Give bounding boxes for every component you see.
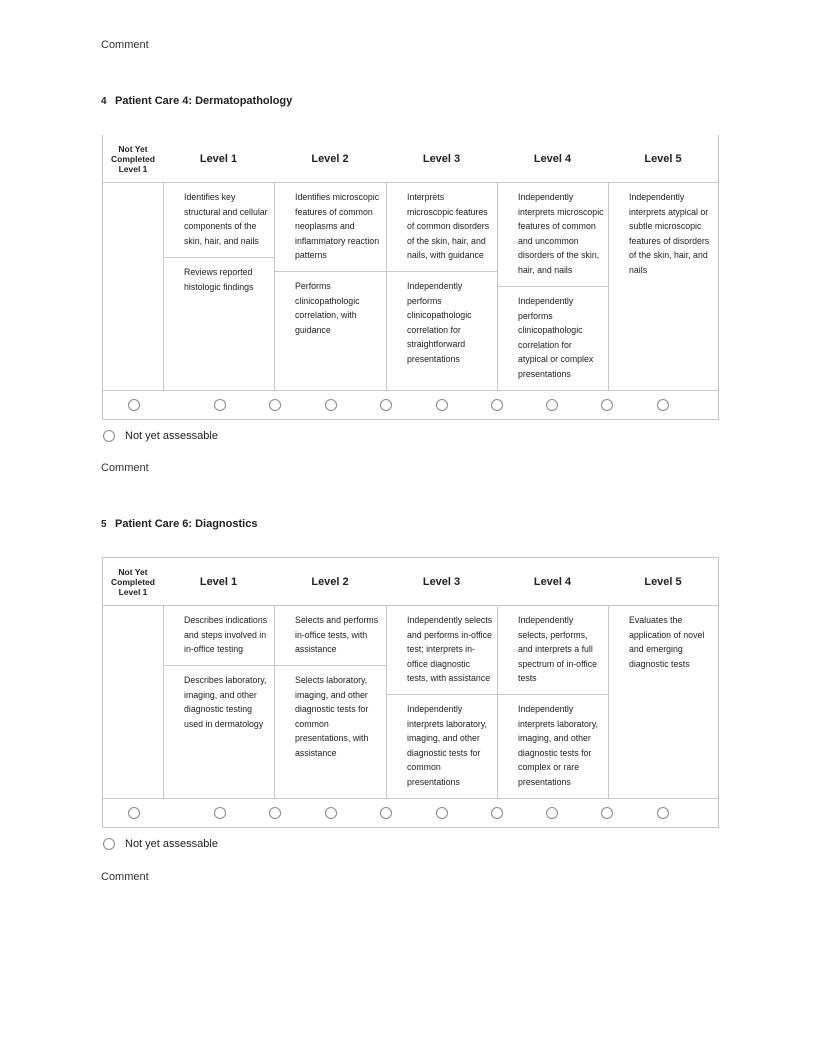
milestone-text: Independently interprets microscopic features of common and uncommon disorders of the skin, hair, and nails	[498, 183, 608, 287]
section-number: 5	[101, 519, 107, 530]
level-4-column	[497, 606, 608, 799]
rating-radio[interactable]	[601, 807, 613, 819]
comment-label: Comment	[101, 871, 149, 883]
header-level-1: Level 1	[163, 135, 274, 183]
rating-radio[interactable]	[657, 399, 669, 411]
section-title-text: Patient Care 4: Dermatopathology	[115, 95, 293, 107]
level-4-column	[497, 183, 608, 390]
milestone-text: Evaluates the application of novel and emerging diagnostic tests	[629, 615, 705, 669]
level-2-column	[274, 606, 386, 799]
rating-radio[interactable]	[546, 807, 558, 819]
level-3-column	[386, 183, 497, 390]
milestone-text: Independently interprets atypical or subtle microscopic features of disorders of the skin, hair, and nails	[629, 192, 710, 275]
rating-radio[interactable]	[436, 807, 448, 819]
rating-radio[interactable]	[269, 399, 281, 411]
rating-radio[interactable]	[491, 399, 503, 411]
header-level-5: Level 5	[608, 558, 718, 606]
header-not-yet-completed: Not Yet Completed Level 1	[103, 135, 163, 183]
rating-radio[interactable]	[214, 399, 226, 411]
rating-radio[interactable]	[214, 807, 226, 819]
header-level-2: Level 2	[274, 135, 386, 183]
comment-label: Comment	[101, 39, 149, 51]
milestone-text: Selects laboratory, imaging, and other diagnostic tests for common presentations, with assistance	[295, 675, 369, 758]
milestone-text: Independently performs clinicopathologic correlation for straightforward presentations	[407, 281, 472, 364]
not-yet-assessable-label: Not yet assessable	[125, 838, 218, 850]
header-level-5: Level 5	[608, 135, 718, 183]
not-yet-assessable-label: Not yet assessable	[125, 430, 218, 442]
level-1-column	[163, 606, 274, 799]
header-level-4: Level 4	[497, 135, 608, 183]
header-not-yet-completed: Not Yet Completed Level 1	[103, 558, 163, 606]
rating-radio[interactable]	[601, 399, 613, 411]
header-level-4: Level 4	[497, 558, 608, 606]
comment-label: Comment	[101, 462, 149, 474]
milestone-text: Independently selects, performs, and interprets a full spectrum of in-office tests	[498, 606, 608, 695]
rating-radio[interactable]	[380, 399, 392, 411]
milestone-text: Identifies microscopic features of common neoplasms and inflammatory reaction patterns	[275, 183, 386, 272]
level-1-column	[163, 183, 274, 390]
milestone-text: Independently interprets laboratory, imaging, and other diagnostic tests for complex or rare presentations	[518, 704, 599, 787]
rating-radio[interactable]	[269, 807, 281, 819]
rating-radio-row	[102, 798, 719, 828]
section-number: 4	[101, 96, 107, 107]
not-yet-assessable-radio[interactable]	[103, 430, 115, 442]
rating-radio[interactable]	[325, 399, 337, 411]
section-title-text: Patient Care 6: Diagnostics	[115, 518, 258, 530]
rating-radio[interactable]	[380, 807, 392, 819]
rating-radio[interactable]	[546, 399, 558, 411]
header-level-1: Level 1	[163, 558, 274, 606]
header-level-2: Level 2	[274, 558, 386, 606]
milestone-grid	[102, 557, 719, 799]
milestone-grid	[102, 135, 719, 390]
rating-radio-row	[102, 390, 719, 420]
level-5-column	[608, 183, 718, 390]
section-title	[101, 518, 257, 530]
milestone-text: Identifies key structural and cellular components of the skin, hair, and nails	[164, 183, 274, 258]
level-2-column	[274, 183, 386, 390]
rating-radio[interactable]	[128, 399, 140, 411]
milestone-text: Independently interprets laboratory, imaging, and other diagnostic tests for common presentations	[407, 704, 488, 787]
milestone-text: Reviews reported histologic findings	[184, 267, 254, 292]
level-5-column	[608, 606, 718, 799]
not-yet-assessable-radio[interactable]	[103, 838, 115, 850]
rating-radio[interactable]	[491, 807, 503, 819]
header-level-3: Level 3	[386, 135, 497, 183]
level-3-column	[386, 606, 497, 799]
milestone-text: Independently performs clinicopathologic correlation for atypical or complex presentations	[518, 296, 594, 379]
rating-radio[interactable]	[325, 807, 337, 819]
rating-radio[interactable]	[657, 807, 669, 819]
milestone-text: Describes indications and steps involved in in-office testing	[164, 606, 274, 666]
milestone-text: Performs clinicopathologic correlation, with guidance	[295, 281, 360, 335]
section-title	[101, 95, 292, 107]
header-level-3: Level 3	[386, 558, 497, 606]
milestone-text: Selects and performs in-office tests, with assistance	[275, 606, 386, 666]
rating-radio[interactable]	[436, 399, 448, 411]
milestone-text: Interprets microscopic features of common disorders of the skin, hair, and nails, with guidance	[387, 183, 497, 272]
milestone-text: Independently selects and performs in-office test; interprets in-office diagnostic tests, with assistance	[387, 606, 497, 695]
milestone-text: Describes laboratory, imaging, and other diagnostic testing used in dermatology	[184, 675, 267, 729]
rating-radio[interactable]	[128, 807, 140, 819]
